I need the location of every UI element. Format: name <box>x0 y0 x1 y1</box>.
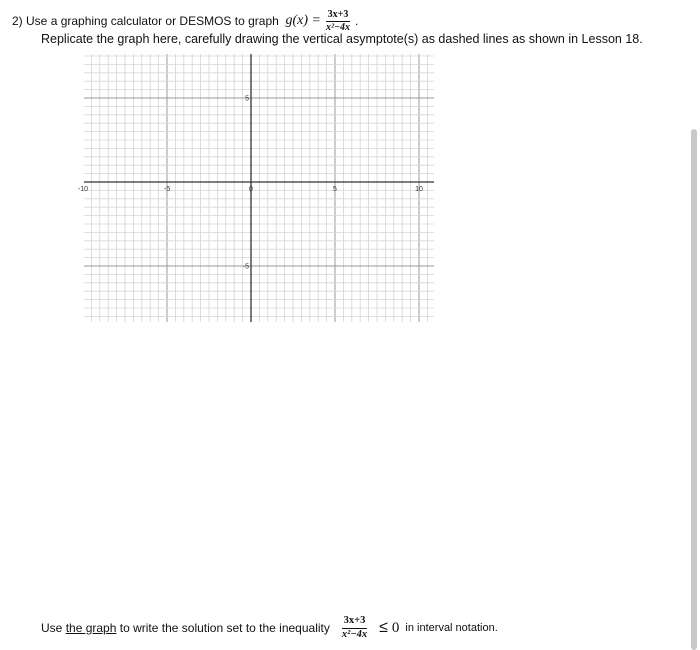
question-end: . <box>355 14 359 28</box>
x-tick-label: 10 <box>415 186 423 193</box>
inequality-suffix: in interval notation. <box>405 622 498 634</box>
x-tick-label: 0 <box>249 186 253 193</box>
inequality-denominator: x²−4x <box>341 628 368 640</box>
inequality-line <box>41 612 498 644</box>
inequality-prefix: Use <box>41 621 63 635</box>
question-line <box>12 8 358 34</box>
y-tick-label: -5 <box>242 263 249 271</box>
function-label: g(x) = <box>285 13 321 28</box>
function-fraction <box>324 10 352 33</box>
function-numerator: 3x+3 <box>327 8 349 20</box>
x-tick-label: 5 <box>333 186 337 193</box>
graph-grid <box>76 50 436 326</box>
function-denominator: x²−4x <box>325 21 351 33</box>
inequality-middle: to write the solution set to the inequality <box>119 621 330 635</box>
inequality-fraction <box>340 616 369 640</box>
leq-symbol: ≤ <box>379 619 388 636</box>
vertical-scrollbar[interactable] <box>691 129 697 650</box>
x-tick-label: -5 <box>163 186 171 193</box>
inequality-numerator: 3x+3 <box>342 616 368 629</box>
graph-link[interactable]: the graph <box>65 621 117 635</box>
inequality-rhs: 0 <box>391 619 400 636</box>
question-text: Use a graphing calculator or DESMOS to graph <box>26 14 279 28</box>
y-tick-label: 5 <box>245 95 249 103</box>
instruction-text: Replicate the graph here, carefully drawing the vertical asymptote(s) as dashed lines as shown in Lesson 18. <box>41 32 643 46</box>
x-tick-label: -10 <box>77 186 89 193</box>
question-number: 2) <box>12 14 23 28</box>
